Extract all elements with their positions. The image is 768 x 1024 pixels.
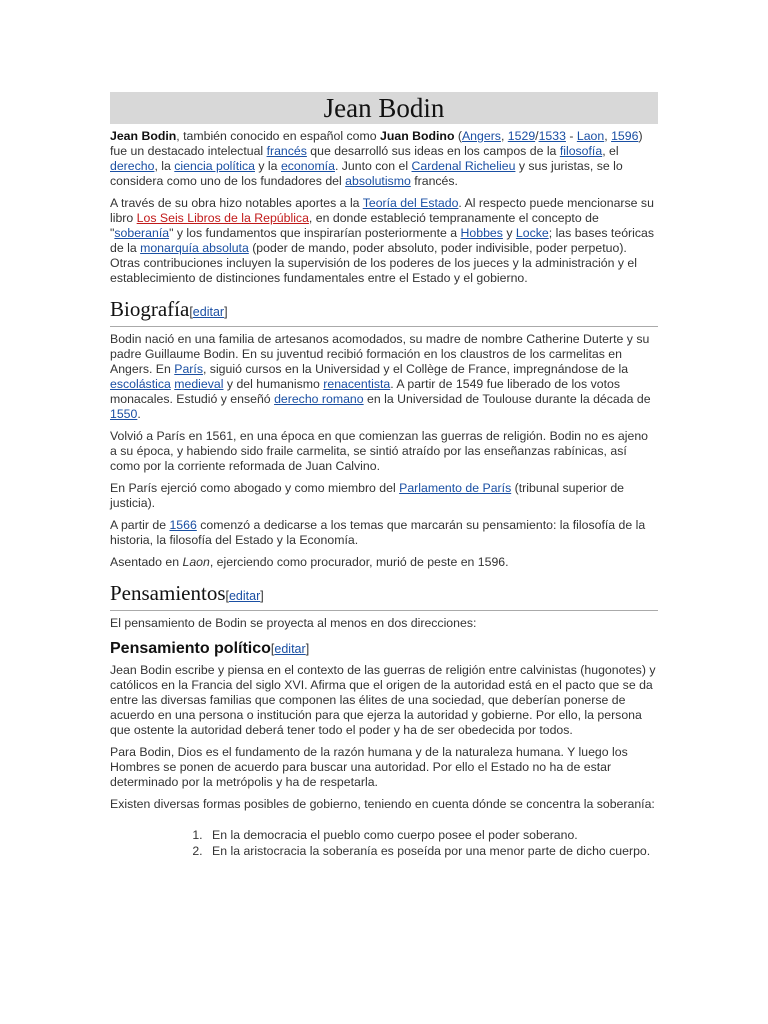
bold-text: Jean Bodin — [110, 129, 177, 143]
edit-link-wrapper: [editar] — [270, 642, 310, 656]
body-paragraph — [110, 616, 658, 631]
text-run: Existen diversas formas posibles de gobierno, teniendo en cuenta dónde se concentra la soberanía: — [110, 797, 655, 811]
edit-link-wrapper: [editar] — [189, 305, 228, 319]
page-title: Jean Bodin — [323, 93, 445, 123]
text-run: que desarrolló sus ideas en los campos de la — [306, 144, 560, 158]
list-item: 2. En la aristocracia la soberanía es poseída por una menor parte de dicho cuerpo. — [206, 844, 658, 859]
article-link[interactable]: economía — [280, 159, 335, 173]
article-link[interactable]: derecho romano — [274, 392, 364, 406]
list-item: 1. En la democracia el pueblo como cuerpo posee el poder soberano. — [206, 828, 658, 843]
text-run: Jean Bodin escribe y piensa en el contexto de las guerras de religión entre calvinistas (hugonotes) y católicos en la Francia del siglo XVI. Afirma que el origen de la autoridad está en el pacto que se da entre las diversas familias que componen las élites de una sociedad, que deberían ponerse de acuerdo en una persona o institución para que ejerza la autoridad y gobierne. Por ello, la persona que ostente la autoridad deberá tener todo el poder y ha de ser obedecida por todos. — [110, 663, 656, 737]
text-run: francés. — [410, 174, 458, 188]
article-link[interactable]: 1550 — [110, 407, 138, 421]
article-link[interactable]: Locke — [515, 226, 549, 240]
body-paragraph — [110, 332, 658, 422]
edit-link[interactable]: editar — [228, 589, 261, 603]
text-run: en la Universidad de Toulouse durante la década de — [363, 392, 651, 406]
article-link[interactable]: medieval — [174, 377, 224, 391]
edit-link-wrapper: [editar] — [225, 589, 264, 603]
text-run: , también conocido en español como — [176, 129, 380, 143]
article-link[interactable]: Laon — [576, 129, 605, 143]
article-link[interactable]: Hobbes — [460, 226, 503, 240]
article-link[interactable]: filosofía — [559, 144, 603, 158]
text-run: Volvió a París en 1561, en una época en que comienzan las guerras de religión. Bodin no es ajeno a su época, y habiendo sido fraile carmelita, se sintió atraído por las enseñanzas rabínicas, así como por la corriente reformada de Juan Calvino. — [110, 429, 649, 473]
article-link[interactable]: 1596 — [611, 129, 639, 143]
section-heading-pensamientos — [110, 580, 658, 611]
article-link[interactable]: Parlamento de París — [399, 481, 512, 495]
article-link[interactable]: absolutismo — [345, 174, 411, 188]
section-heading-biografia — [110, 296, 658, 327]
text-run: . Junto con el — [334, 159, 412, 173]
article-link[interactable]: derecho — [110, 159, 155, 173]
text-run: - — [565, 129, 577, 143]
text-run: , en donde estableció tempranamente el concepto de " — [110, 211, 599, 240]
text-run: A partir de — [110, 518, 170, 532]
body-paragraph — [110, 429, 658, 474]
text-run: . Al respecto puede mencionarse su libro — [110, 196, 654, 225]
text-run: ) fue un destacado intelectual — [110, 129, 643, 158]
body-paragraph — [110, 481, 658, 511]
section-heading-text: Pensamientos — [110, 581, 226, 605]
edit-link[interactable]: editar — [192, 305, 225, 319]
italic-text: Laon — [182, 555, 210, 569]
text-run: (tribunal superior de justicia). — [110, 481, 625, 510]
text-run: comenzó a dedicarse a los temas que marcarán su pensamiento: la filosofía de la historia, la filosofía del Estado y la Economía. — [110, 518, 646, 547]
text-run: " y los fundamentos que inspirarían posteriormente a — [169, 226, 461, 240]
text-run: , el — [602, 144, 619, 158]
edit-link[interactable]: editar — [274, 642, 306, 656]
government-forms-list — [110, 828, 658, 859]
body-paragraph — [110, 555, 658, 570]
text-run: y — [502, 226, 516, 240]
article-link[interactable]: soberanía — [114, 226, 170, 240]
text-run: ; las bases teóricas de la — [110, 226, 654, 255]
text-run: , la — [154, 159, 175, 173]
text-run: , — [500, 129, 508, 143]
body-paragraph — [110, 518, 658, 548]
article-link[interactable]: Teoría del Estado — [362, 196, 459, 210]
missing-article-link[interactable]: Los Seis Libros de la República — [136, 211, 309, 225]
article-link[interactable]: 1533 — [538, 129, 566, 143]
text-run: En París ejerció como abogado y como miembro del — [110, 481, 400, 495]
text-run: y la — [254, 159, 281, 173]
text-run: . — [137, 407, 141, 421]
article-link[interactable]: Cardenal Richelieu — [411, 159, 516, 173]
text-run: , — [604, 129, 612, 143]
text-run: Para Bodin, Dios es el fundamento de la razón humana y de la naturaleza humana. Y luego los Hombres se ponen de acuerdo para buscar una autoridad. Por ello el Estado no ha de estar determinado por la metrópolis y ha de respetarla. — [110, 745, 628, 789]
article-link[interactable]: ciencia política — [174, 159, 255, 173]
text-run: / — [535, 129, 539, 143]
article-link[interactable]: París — [174, 362, 203, 376]
article-link[interactable]: francés — [266, 144, 307, 158]
text-run: , ejerciendo como procurador, murió de peste en 1596. — [209, 555, 509, 569]
section-heading-text: Biografía — [110, 297, 190, 321]
text-run: y del humanismo — [223, 377, 324, 391]
intro-paragraph — [110, 129, 658, 189]
text-run: A través de su obra hizo notables aportes a la — [110, 196, 363, 210]
text-run: . A partir de 1549 fue liberado de los votos monacales. Estudió y enseñó — [110, 377, 620, 406]
text-run: y sus juristas, se lo considera como uno de los fundadores del — [110, 159, 623, 188]
bold-text: Juan Bodino — [380, 129, 455, 143]
article-link[interactable]: renacentista — [323, 377, 391, 391]
text-run: Asentado en — [110, 555, 183, 569]
intro-paragraph — [110, 196, 658, 286]
article-link[interactable]: 1529 — [507, 129, 536, 143]
article-link[interactable]: 1566 — [169, 518, 197, 532]
text-run: ( — [454, 129, 462, 143]
title-bar — [110, 92, 658, 124]
article-link[interactable]: Angers — [461, 129, 501, 143]
body-paragraph — [110, 797, 658, 812]
subsection-heading-text: Pensamiento político — [110, 640, 271, 657]
text-run: , siguió cursos en la Universidad y el Collège de France, impregnándose de la — [202, 362, 629, 376]
subsection-heading-pensamiento-politico — [110, 638, 658, 660]
article — [110, 92, 658, 860]
text-run: El pensamiento de Bodin se proyecta al menos en dos direcciones: — [110, 616, 477, 630]
article-link[interactable]: monarquía absoluta — [140, 241, 249, 255]
text-run: Bodin nació en una familia de artesanos acomodados, su madre de nombre Catherine Duterte y su padre Guillaume Bodin. En su juventud recibió formación en los claustros de los carmelitas en Angers. En — [110, 332, 650, 376]
body-paragraph — [110, 745, 658, 790]
text-run: (poder de mando, poder absoluto, poder indivisible, poder perpetuo). Otras contribuciones incluyen la supervisión de los poderes de los jueces y la administración y el establecimiento de distinciones fundamentales entre el Estado y el gobierno. — [110, 241, 637, 285]
body-paragraph — [110, 663, 658, 738]
article-link[interactable]: escolástica — [110, 377, 171, 391]
